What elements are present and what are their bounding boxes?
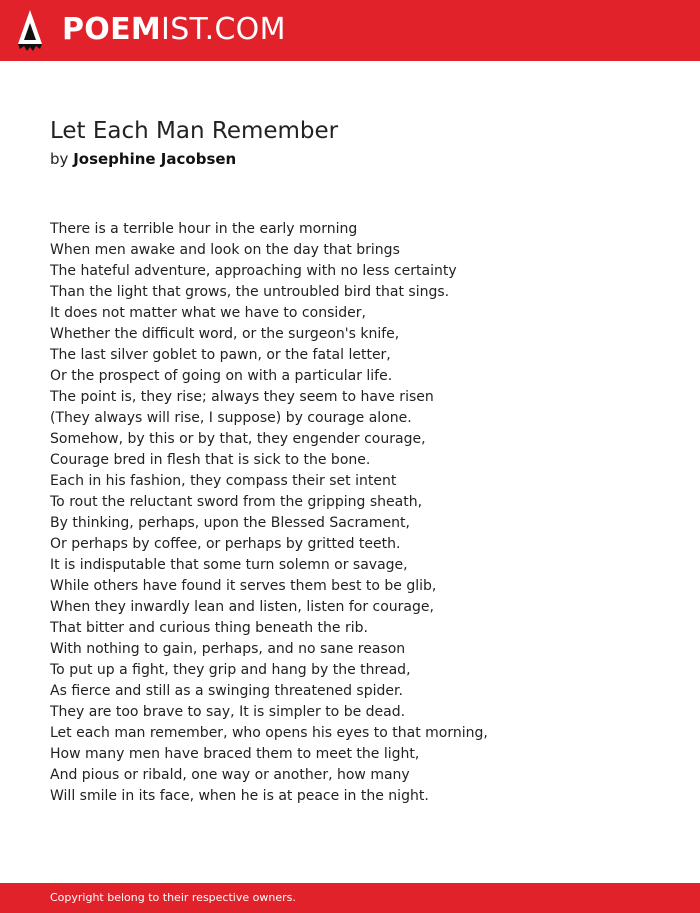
poem-line: To put up a fight, they grip and hang by the thread, bbox=[50, 662, 411, 678]
author-name: Josephine Jacobsen bbox=[73, 150, 237, 168]
poem-line: To rout the reluctant sword from the gripping sheath, bbox=[50, 494, 423, 510]
poem-line: By thinking, perhaps, upon the Blessed Sacrament, bbox=[50, 515, 410, 531]
poem-line: Let each man remember, who opens his eyes to that morning, bbox=[50, 725, 488, 741]
poem-line: When they inwardly lean and listen, listen for courage, bbox=[50, 599, 434, 615]
poem-line: Each in his fashion, they compass their set intent bbox=[50, 473, 397, 489]
poem-line: It is indisputable that some turn solemn or savage, bbox=[50, 557, 408, 573]
pencil-icon bbox=[18, 10, 42, 52]
poem-line: (They always will rise, I suppose) by courage alone. bbox=[50, 410, 412, 426]
site-header bbox=[0, 0, 700, 61]
logo-light-text: IST.COM bbox=[161, 12, 286, 47]
poem-line: The hateful adventure, approaching with no less certainty bbox=[50, 263, 457, 279]
poem-line: As fierce and still as a swinging threatened spider. bbox=[50, 683, 403, 699]
site-logo[interactable] bbox=[62, 12, 286, 48]
poem-line: They are too brave to say, It is simpler to be dead. bbox=[50, 704, 406, 720]
poem-line: It does not matter what we have to consider, bbox=[50, 305, 366, 321]
poem-line: There is a terrible hour in the early morning bbox=[50, 221, 358, 237]
site-footer bbox=[0, 883, 700, 913]
poem-line: When men awake and look on the day that brings bbox=[50, 242, 400, 258]
poem-line: With nothing to gain, perhaps, and no sane reason bbox=[50, 641, 406, 657]
by-label: by bbox=[50, 150, 69, 168]
logo-bold-text: POEM bbox=[62, 12, 162, 47]
poem-line: The last silver goblet to pawn, or the fatal letter, bbox=[50, 347, 391, 363]
poem-line: Or perhaps by coffee, or perhaps by gritted teeth. bbox=[50, 536, 401, 552]
byline bbox=[50, 149, 236, 169]
poem-line: Will smile in its face, when he is at peace in the night. bbox=[50, 788, 429, 804]
poem-line: The point is, they rise; always they seem to have risen bbox=[50, 389, 434, 405]
poem-line: Whether the difficult word, or the surgeon's knife, bbox=[50, 326, 400, 342]
poem-line: Or the prospect of going on with a particular life. bbox=[50, 368, 393, 384]
poem-title: Let Each Man Remember bbox=[50, 118, 339, 144]
poem-line: Than the light that grows, the untroubled bird that sings. bbox=[50, 284, 450, 300]
poem-line: And pious or ribald, one way or another, how many bbox=[50, 767, 410, 783]
poem-line: That bitter and curious thing beneath the rib. bbox=[50, 620, 368, 636]
poem-line: How many men have braced them to meet the light, bbox=[50, 746, 420, 762]
poem-line: Somehow, by this or by that, they engender courage, bbox=[50, 431, 426, 447]
poem-line: Courage bred in flesh that is sick to the bone. bbox=[50, 452, 371, 468]
poem-line: While others have found it serves them best to be glib, bbox=[50, 578, 437, 594]
copyright-text: Copyright belong to their respective owners. bbox=[50, 891, 296, 904]
poem-body bbox=[50, 219, 488, 807]
